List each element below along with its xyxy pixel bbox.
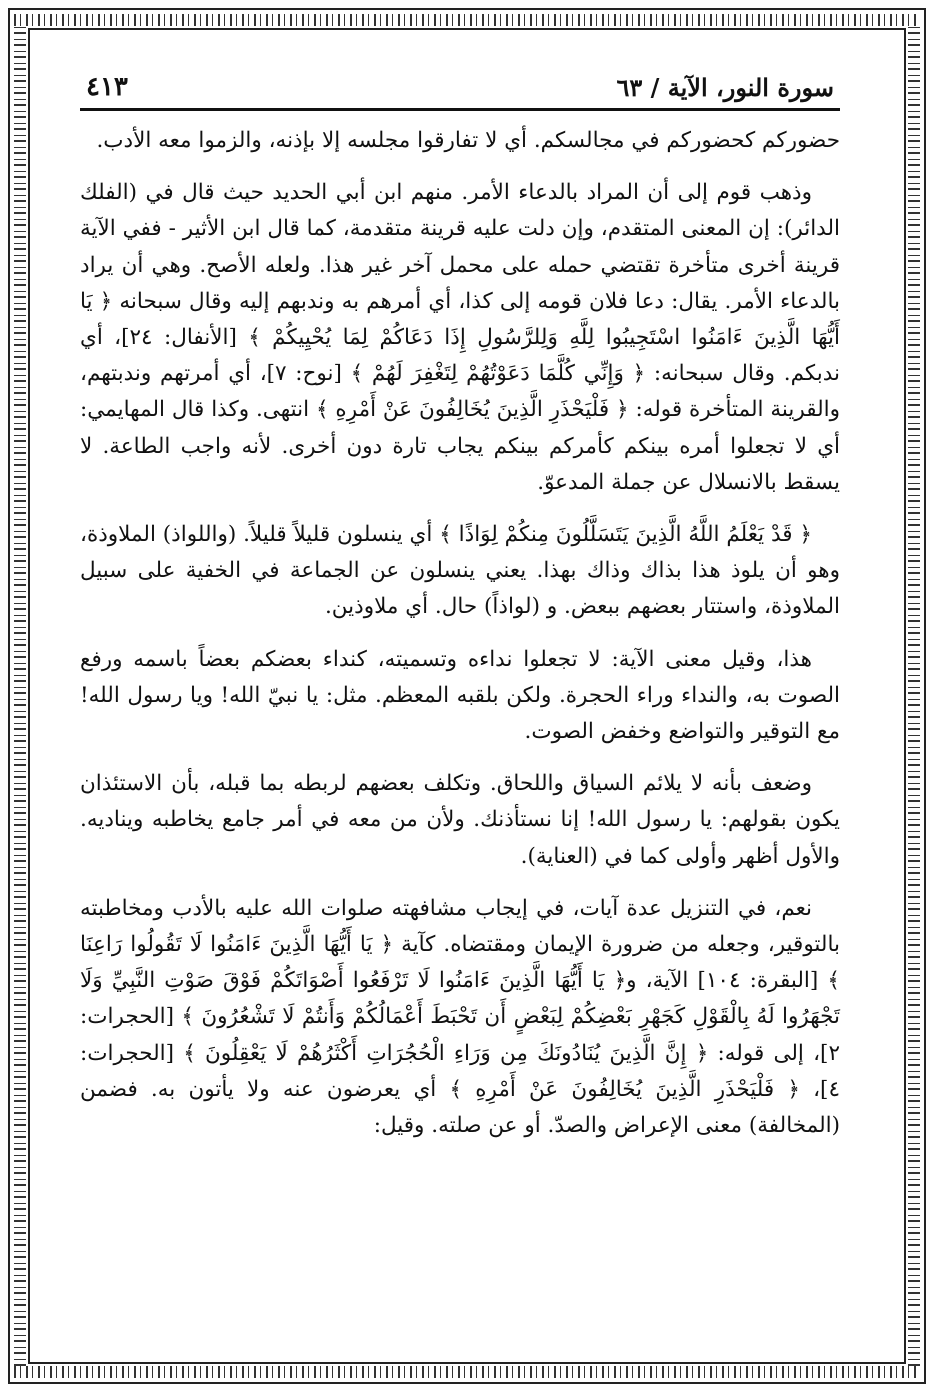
running-title: سورة النور، الآية / ٦٣ [616, 73, 834, 102]
body-text [80, 123, 840, 1144]
page-number: ٤١٣ [86, 72, 128, 102]
paragraph: وضعف بأنه لا يلائم السياق واللحاق. وتكلف بعضهم لربطه بما قبله، بأن الاستئذان يكون بقولهم: يا رسول الله! إنا نستأذنك. ولأن من معه في أمر جامع يخاطبه ويناديه. والأول أظهر وأولى كما في (العناية). [80, 771, 840, 869]
paragraph: حضوركم كحضوركم في مجالسكم. أي لا تفارقوا مجلسه إلا بإذنه، والزموا معه الأدب. [96, 128, 840, 153]
paragraph: هذا، وقيل معنى الآية: لا تجعلوا نداءه وتسميته، كنداء بعضكم بعضاً باسمه ورفع الصوت به، والنداء وراء الحجرة. ولكن بلقبه المعظم. مثل: يا نبيّ الله! ويا رسول الله! مع التوقير والتواضع وخفض الصوت. [80, 646, 840, 745]
paragraph: وذهب قوم إلى أن المراد بالدعاء الأمر. منهم ابن أبي الحديد حيث قال في (الفلك الدائر): إن المعنى المتقدم، وإن دلت عليه قرينة متقدمة، كما قال ابن الأثير - ففي الآية قرينة أخرى متأخرة تقتضي حمله على محمل آخر غير هذا. ولعله الأصح. وهي أن يراد بالدعاء الأمر. يقال: دعا فلان قومه إلى كذا، أي أمرهم به وندبهم إليه وقال سبحانه ﴿ يَا أَيُّهَا الَّذِينَ ءَامَنُوا اسْتَجِيبُوا لِلَّهِ وَلِلرَّسُولِ إِذَا دَعَاكُمْ لِمَا يُحْيِيكُمْ ﴾ [الأنفال: ٢٤]، أي ندبكم. وقال سبحانه: ﴿ وَإِنِّي كُلَّمَا دَعَوْتُهُمْ لِتَغْفِرَ لَهُمْ ﴾ [نوح: ٧]، أي أمرتهم وندبتهم، والقرينة المتأخرة قوله: ﴿ فَلْيَحْذَرِ الَّذِينَ يُخَالِفُونَ عَنْ أَمْرِهِ ﴾ انتهى. وكذا قال المهايمي: أي لا تجعلوا أمره بينكم كأمركم بينكم يجاب تارة دون أخرى. لأنه واجب الطاعة. لا يسقط بالانسلال عن جملة المدعوّ. [80, 180, 840, 495]
page-header [80, 72, 840, 111]
paragraph: نعم، في التنزيل عدة آيات، في إيجاب مشافهته صلوات الله عليه بالأدب ومخاطبته بالتوقير، وجعله من ضرورة الإيمان ومقتضاه. كآية ﴿ يَا أَيُّهَا الَّذِينَ ءَامَنُوا لَا تَقُولُوا رَاعِنَا ﴾ [البقرة: ١٠٤] الآية، و﴿ يَا أَيُّهَا الَّذِينَ ءَامَنُوا لَا تَرْفَعُوا أَصْوَاتَكُمْ فَوْقَ صَوْتِ النَّبِيِّ وَلَا تَجْهَرُوا لَهُ بِالْقَوْلِ كَجَهْرِ بَعْضِكُمْ لِبَعْضٍ أَن تَحْبَطَ أَعْمَالُكُمْ وَأَنتُمْ لَا تَشْعُرُونَ ﴾ [الحجرات: ٢]، إلى قوله: ﴿ إِنَّ الَّذِينَ يُنَادُونَكَ مِن وَرَاءِ الْحُجُرَاتِ أَكْثَرُهُمْ لَا يَعْقِلُونَ ﴾ [الحجرات: ٤]، ﴿ فَلْيَحْذَرِ الَّذِينَ يُخَالِفُونَ عَنْ أَمْرِهِ ﴾ أي يعرضون عنه ولا يأتون به. فضمن (المخالفة) معنى الإعراض والصدّ. أو عن صلته. وقيل: [80, 895, 840, 1139]
paragraph: ﴿ قَدْ يَعْلَمُ اللَّهُ الَّذِينَ يَتَسَلَّلُونَ مِنكُمْ لِوَاذًا ﴾ أي ينسلون قليلاً قليلاً. (واللواذ) الملاوذة، وهو أن يلوذ هذا بذاك وذاك بهذا. يعني ينسلون عن الجماعة في الخفية على سبيل الملاوذة، واستتار بعضهم ببعض. و (لواذاً) حال. أي ملاوذين. [80, 522, 840, 620]
page-content [80, 72, 840, 1160]
